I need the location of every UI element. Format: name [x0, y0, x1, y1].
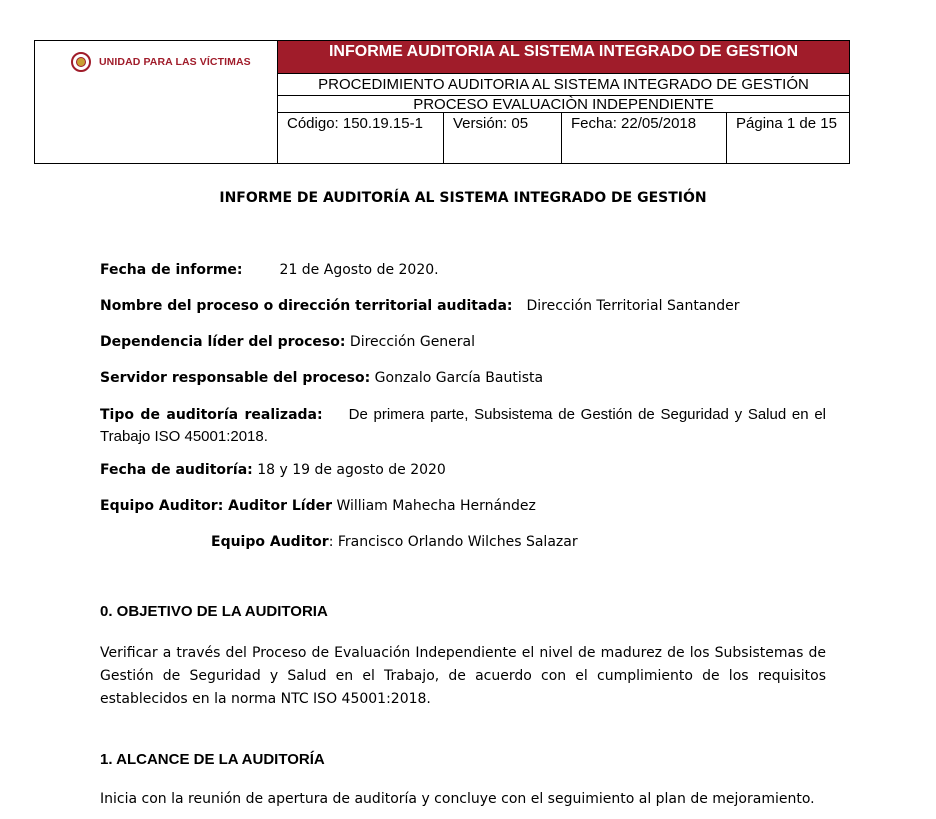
logo-cell [35, 41, 278, 163]
proceso-row [100, 296, 826, 317]
fecha-auditoria-label: Fecha de auditoría: [100, 462, 253, 478]
objetivo-heading: 0. OBJETIVO DE LA AUDITORIA [100, 603, 328, 620]
coat-of-arms-icon [71, 52, 91, 72]
header-process: PROCESO EVALUACIÒN INDEPENDIENTE [278, 96, 849, 113]
fecha-informe-label: Fecha de informe: [100, 262, 243, 278]
servidor-row [100, 368, 826, 389]
dependencia-row [100, 332, 826, 353]
header-fecha: Fecha: 22/05/2018 [562, 113, 727, 163]
unidad-victimas-logo [71, 52, 251, 72]
header-procedure: PROCEDIMIENTO AUDITORIA AL SISTEMA INTEGRADO DE GESTIÓN [278, 74, 849, 96]
alcance-text: Inicia con la reunión de apertura de auditoría y concluye con el seguimiento al plan de mejoramiento. [100, 791, 815, 807]
proceso-value: Dirección Territorial Santander [526, 298, 740, 314]
equipo-auditor-2-label: Equipo Auditor [211, 534, 329, 550]
header-codigo: Código: 150.19.15-1 [278, 113, 444, 163]
logo-text: UNIDAD PARA LAS VÍCTIMAS [99, 56, 251, 68]
header-pagina: Página 1 de 15 [736, 115, 837, 132]
fecha-auditoria-row [100, 460, 826, 481]
equipo-auditor-2-row [211, 532, 811, 553]
fecha-informe-row [100, 260, 826, 281]
tipo-auditoria-value: De primera parte, Subsistema de Gestión de Seguridad y Salud en el Trabajo ISO 45001:2018. [100, 406, 826, 445]
servidor-label: Servidor responsable del proceso: [100, 370, 371, 386]
equipo-auditor-label: Equipo Auditor: Auditor Líder [100, 498, 333, 514]
equipo-auditor-lider: William Mahecha Hernández [332, 498, 536, 514]
proceso-label: Nombre del proceso o dirección territorial auditada: [100, 298, 513, 314]
tipo-auditoria-label: Tipo de auditoría realizada: [100, 407, 323, 423]
alcance-heading: 1. ALCANCE DE LA AUDITORÍA [100, 751, 325, 768]
header-meta-row [278, 113, 849, 163]
document-title: INFORME DE AUDITORÍA AL SISTEMA INTEGRADO DE GESTIÓN [219, 190, 707, 206]
fecha-informe-value: 21 de Agosto de 2020. [279, 262, 439, 278]
dependencia-value: Dirección General [345, 334, 476, 350]
tipo-auditoria-row [100, 404, 826, 448]
document-header-table [34, 40, 850, 164]
header-title: INFORME AUDITORIA AL SISTEMA INTEGRADO DE GESTION [278, 41, 849, 74]
equipo-auditor-2-value: : Francisco Orlando Wilches Salazar [328, 534, 578, 550]
dependencia-label: Dependencia líder del proceso: [100, 334, 346, 350]
header-version: Versión: 05 [444, 113, 562, 163]
equipo-auditor-row [100, 496, 826, 517]
fecha-auditoria-value: 18 y 19 de agosto de 2020 [252, 462, 446, 478]
servidor-value: Gonzalo García Bautista [370, 370, 544, 386]
objetivo-text: Verificar a través del Proceso de Evaluación Independiente el nivel de madurez de los Subsistemas de Gestión de Seguridad y Salud en el Trabajo, de acuerdo con el cumplimiento de los requisitos establecidos en la norma NTC ISO 45001:2018. [100, 645, 826, 707]
